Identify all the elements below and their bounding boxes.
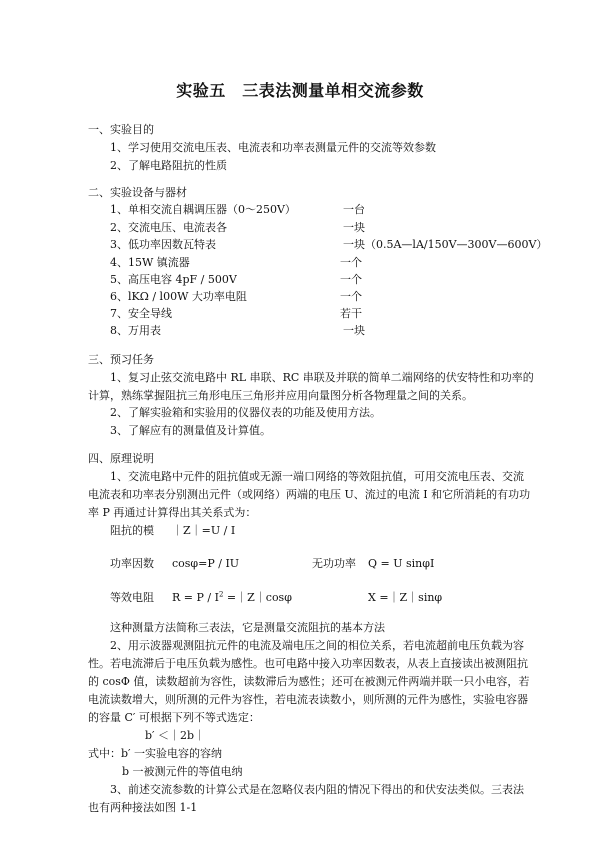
impedance-label: 阻抗的模: [110, 524, 154, 537]
impedance-formula: ｜Z｜=U / I: [172, 524, 236, 537]
equipment-name: 5、高压电容 4pF / 500V: [110, 273, 237, 286]
preview-line: 1、复习止弦交流电路中 RL 串联、RC 串联及并联的简单二端网络的伏安特性和功率的: [110, 371, 534, 384]
equipment-qty: 若干: [340, 307, 362, 320]
equipment-name: 1、单相交流自耦调压器（0～250V）: [110, 203, 296, 216]
page-title: 实验五 三表法测量单相交流参数: [176, 81, 424, 100]
power-factor-label: 功率因数: [110, 557, 154, 570]
reactive-power-formula: Q = U sinφI: [368, 557, 435, 570]
capacitor-inequality: b′ ＜｜2b｜: [145, 729, 206, 742]
resistance-formula-exponent: 2: [218, 590, 224, 599]
equipment-qty: 一块: [343, 324, 365, 337]
equipment-qty: 一块: [343, 221, 365, 234]
objective-item: 2、了解电路阻抗的性质: [110, 159, 227, 172]
principle-body-line: 这种测量方法简称三表法，它是测量交流阻抗的基本方法: [110, 621, 385, 634]
resistance-formula-a: R = P / I: [172, 591, 219, 604]
preview-line: 2、了解实验箱和实验用的仪器仪表的功能及使用方法。: [110, 406, 381, 419]
principle-body-line: 性。若电流滞后于电压负载为感性。也可电路中接入功率因数表，从表上直接读出被测阻抗: [88, 657, 528, 670]
equipment-qty: 一个: [340, 290, 362, 303]
principle-body-line: 的容量 C′ 可根据下列不等式选定：: [88, 711, 260, 724]
power-factor-formula: cosφ=P / IU: [172, 557, 240, 570]
final-line: 也有两种接法如图 1-1: [88, 801, 198, 814]
preview-line: 3、了解应有的测量值及计算值。: [110, 424, 271, 437]
resistance-formula-b: =｜Z｜cosφ: [223, 591, 292, 604]
where-line: 式中：b′ 一实验电容的容纳: [88, 747, 223, 760]
principle-body-line: 电流读数增大，则所测的元件为容性，若电流表读数小，则所测的元件为感性，实验电容器: [88, 693, 528, 706]
reactance-formula: X =｜Z｜sinφ: [368, 591, 443, 604]
preview-line: 计算，熟练掌握阻抗三角形电压三角形并应用向量图分析各物理量之间的关系。: [88, 389, 473, 402]
equipment-name: 8、万用表: [110, 324, 161, 337]
section-heading-principle: 四、原理说明: [88, 452, 154, 465]
where-line: b 一被测元件的等值电纳: [122, 765, 243, 778]
resistance-label: 等效电阻: [110, 591, 154, 604]
principle-body-line: 2、用示波器观测阻抗元件的电流及端电压之间的相位关系，若电流超前电压负载为容: [110, 639, 524, 652]
principle-line: 1、交流电路中元件的阻抗值或无源一端口网络的等效阻抗值，可用交流电压表、交流: [110, 470, 524, 483]
equipment-name: 2、交流电压、电流表各: [110, 221, 227, 234]
objective-item: 1、学习使用交流电压表、电流表和功率表测量元件的交流等效参数: [110, 141, 436, 154]
equipment-qty: 一块（0.5A—lA/150V—300V—600V）: [343, 238, 548, 251]
equipment-name: 4、15W 镇流器: [110, 256, 190, 269]
equipment-name: 3、低功率因数瓦特表: [110, 238, 216, 251]
section-heading-objectives: 一、实验目的: [88, 123, 154, 136]
final-line: 3、前述交流参数的计算公式是在忽略仪表内阻的情况下得出的和伏安法类似。三表法: [110, 783, 524, 796]
principle-body-line: 的 cosΦ 值，读数超前为容性，读数滞后为感性；还可在被测元件两端并联一只小电容，若: [88, 675, 530, 688]
equipment-name: 6、lKΩ / l00W 大功率电阻: [110, 290, 247, 303]
equipment-qty: 一个: [340, 273, 362, 286]
equipment-name: 7、安全导线: [110, 307, 172, 320]
section-heading-preview: 三、预习任务: [88, 353, 154, 366]
equipment-qty: 一个: [340, 256, 362, 269]
resistance-formula: [172, 591, 292, 605]
principle-line: 率 P 再通过计算得出其关系式为：: [88, 506, 257, 519]
equipment-qty: 一台: [343, 203, 365, 216]
reactive-power-label: 无功功率: [312, 557, 356, 570]
principle-line: 电流表和功率表分别测出元件（或网络）两端的电压 U、流过的电流 I 和它所消耗的有功功: [88, 488, 531, 501]
section-heading-equipment: 二、实验设备与器材: [88, 186, 187, 199]
